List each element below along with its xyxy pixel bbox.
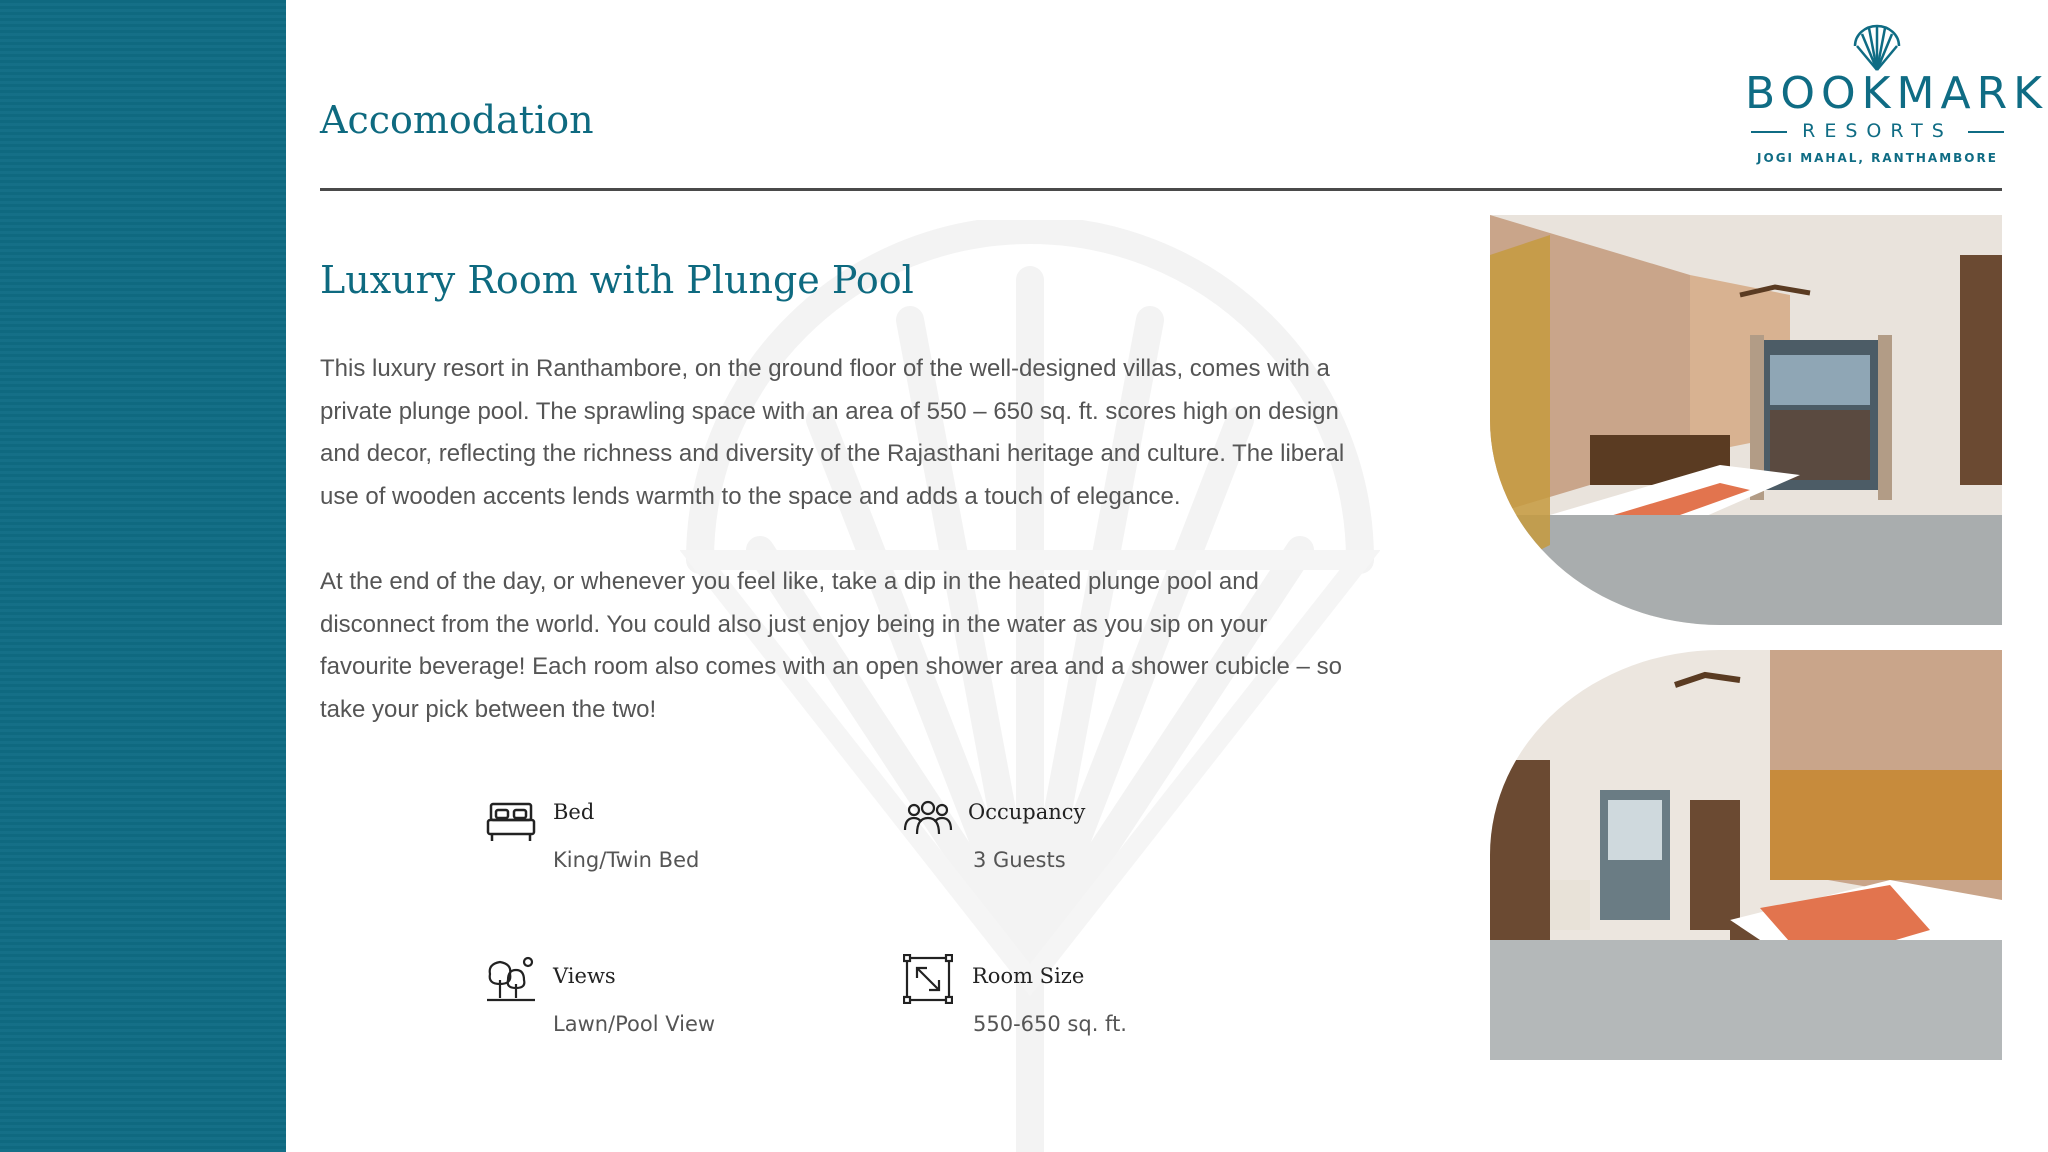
room-size-icon: [903, 954, 953, 1004]
room-photo-1: [1490, 215, 2002, 625]
logo-tagline: JOGI MAHAL, RANTHAMBORE: [1757, 151, 1998, 165]
people-icon: [903, 800, 953, 836]
room-description-2: At the end of the day, or whenever you feel like, take a dip in the heated plunge pool and disconnect from the world. You could also just enjoy being in the water as you sip on your favourite beverage! Each room also comes with an open shower area and a shower cubicle – so take your pick between the two!: [320, 568, 1342, 724]
room-title: Luxury Room with Plunge Pool: [320, 258, 914, 302]
fan-logo-icon: [1745, 24, 2010, 72]
room-size-label: Room Size: [972, 964, 1085, 988]
bed-label: Bed: [553, 800, 595, 824]
bedroom-illustration-1: [1490, 215, 2002, 625]
trees-icon: [486, 954, 536, 1004]
header-divider: [320, 188, 2002, 191]
room-size-value: 550-650 sq. ft.: [973, 1012, 1127, 1036]
logo-subtitle: RESORTS: [1802, 120, 1953, 142]
room-photo-2: [1490, 650, 2002, 1060]
bedroom-illustration-2: [1490, 650, 2002, 1060]
occupancy-label: Occupancy: [968, 800, 1086, 824]
resort-logo: [1745, 24, 2048, 174]
room-description-1: This luxury resort in Ranthambore, on the ground floor of the well-designed villas, comes with a private plunge pool. The sprawling space with an area of 550 – 650 sq. ft. scores high on design and decor, reflecting the richness and diversity of the Rajasthani heritage and culture. The liberal use of wooden accents lends warmth to the space and adds a touch of elegance.: [320, 355, 1345, 511]
views-label: Views: [553, 964, 616, 988]
occupancy-value: 3 Guests: [973, 848, 1066, 872]
logo-right-line: [1968, 131, 2004, 133]
section-title: Accomodation: [320, 98, 594, 142]
bed-icon: [486, 800, 536, 844]
views-value: Lawn/Pool View: [553, 1012, 716, 1036]
teal-sidebar-band: [0, 0, 286, 1152]
logo-wordmark: BOOKMARK: [1745, 68, 2048, 119]
bed-value: King/Twin Bed: [553, 848, 700, 872]
